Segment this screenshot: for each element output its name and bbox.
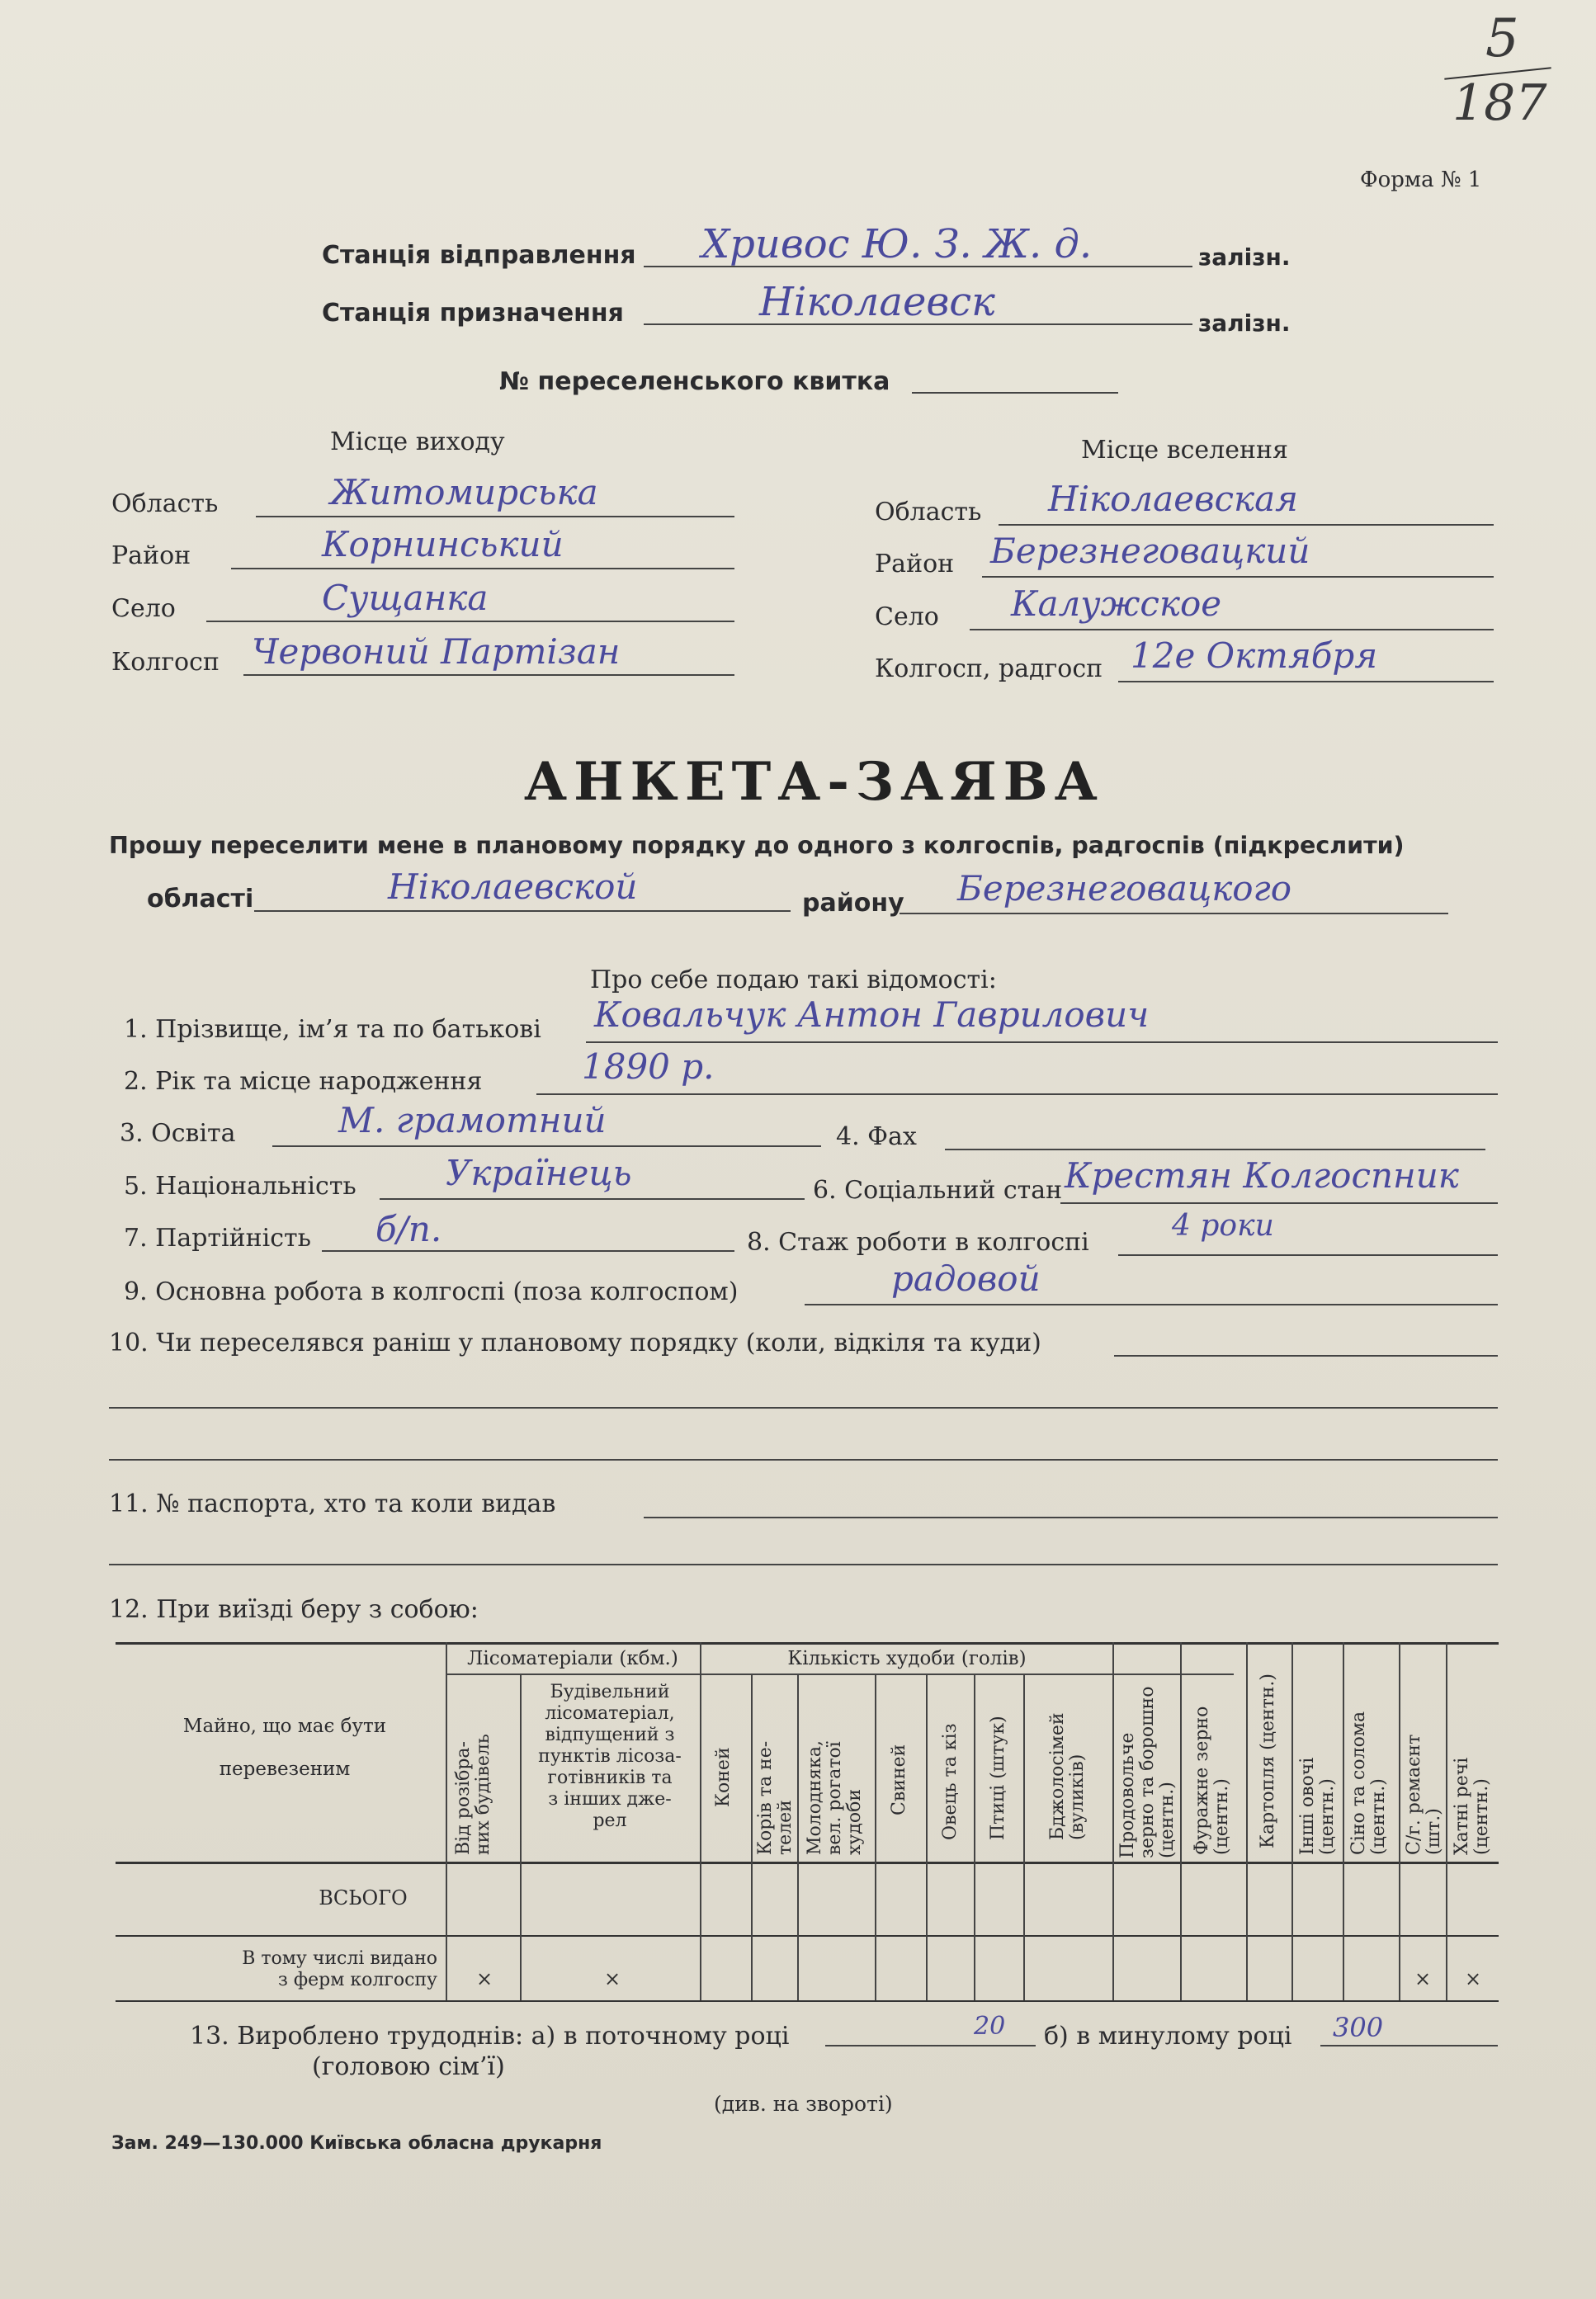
field-3-label: 3. Освіта: [120, 1119, 236, 1148]
lumber-group-underline: [446, 1674, 700, 1675]
request-raion-value: Березнеговацкого: [957, 868, 1292, 909]
property-table: [116, 1642, 1499, 2000]
col-sheep: Овець та кіз: [940, 1723, 961, 1840]
printer-imprint: Зам. 249—130.000 Київська обласна друкарня: [111, 2133, 602, 2154]
table-bottom-border: [116, 2000, 1499, 2002]
origin-oblast-line: [256, 516, 734, 517]
field-5-line: [380, 1198, 805, 1200]
table-col-line: [875, 1675, 876, 2000]
col-farm-tools: С/г. ремаєнт (шт.): [1404, 1734, 1444, 1855]
table-col-line: [1023, 1675, 1025, 2000]
field-7-label: 7. Партійність: [124, 1224, 311, 1253]
col-young-cattle: Молодняка, вел. рогатої худоби: [805, 1740, 865, 1855]
col-hay: Сіно та солома (центн.): [1348, 1711, 1389, 1855]
origin-selo-label: Село: [111, 594, 176, 623]
destination-selo-label: Село: [875, 602, 939, 631]
ticket-number-line: [912, 392, 1118, 394]
field-6-value: Крестян Колгоспник: [1065, 1155, 1459, 1196]
ticket-number-label: № переселенського квитка: [499, 367, 890, 396]
lumber-group-header: Лісоматеріали (кбм.): [467, 1648, 678, 1669]
form-number: Форма № 1: [1360, 168, 1482, 192]
table-col-line: [751, 1675, 753, 2000]
destination-kolhosp-label: Колгосп, радгосп: [875, 654, 1103, 683]
departure-station-suffix: залізн.: [1198, 243, 1291, 271]
table-col-line: [1446, 1642, 1447, 2000]
request-oblast-label: області: [147, 885, 254, 913]
destination-station-value: Ніколаевск: [759, 279, 995, 325]
field-1-label: 1. Прізвище, ім’я та по батькові: [124, 1015, 541, 1044]
col-horses: Коней: [713, 1747, 734, 1807]
field-8-line: [1118, 1254, 1498, 1256]
field-10-label: 10. Чи переселявся раніш у плановому порядку (коли, відкіля та куди): [109, 1329, 1041, 1357]
destination-selo-line: [970, 629, 1494, 630]
destination-oblast-value: Ніколаевская: [1048, 479, 1298, 519]
field-4-line: [945, 1149, 1485, 1150]
field-11-line-1: [644, 1517, 1498, 1518]
departure-station-label: Станція відправлення: [322, 241, 636, 270]
origin-oblast-label: Область: [111, 489, 219, 518]
table-col-line: [1399, 1642, 1400, 2000]
departure-station-value: Хривос Ю. З. Ж. д.: [701, 221, 1093, 267]
destination-kolhosp-value: 12е Октября: [1131, 635, 1378, 676]
field-5-value: Українець: [446, 1153, 632, 1193]
archive-number-top: 5: [1485, 8, 1519, 69]
workdays-prev-line: [1320, 2045, 1498, 2046]
col-food-grain: Продовольче зерно та борошно (центн.): [1117, 1686, 1178, 1858]
request-oblast-value: Ніколаевской: [388, 866, 638, 907]
request-raion-line: [900, 913, 1448, 914]
origin-kolhosp-label: Колгосп: [111, 648, 220, 677]
origin-kolhosp-value: Червоний Партізан: [252, 631, 621, 672]
row-farm-mark-demolished: ×: [476, 1967, 493, 1990]
workdays-prev-label: б) в минулому році: [1044, 2022, 1292, 2051]
table-col-line: [700, 1642, 701, 2000]
destination-oblast-line: [999, 524, 1494, 526]
field-7-line: [322, 1250, 734, 1252]
col-building-lumber: Будівельний лісоматеріал, відпущений з пунктів лісоза- готівників та з інших дже- рел: [538, 1682, 682, 1831]
col-cows: Корів та не- телей: [755, 1740, 796, 1855]
workdays-sub-label: (головою сім’ї): [312, 2052, 505, 2081]
request-raion-label: району: [802, 889, 904, 918]
field-10-line-3: [109, 1459, 1498, 1461]
table-col-line: [926, 1675, 928, 2000]
col-household: Хатні речі (центн.): [1452, 1757, 1492, 1855]
origin-raion-value: Корнинський: [322, 524, 564, 564]
request-text: Прошу переселити мене в плановому порядку до одного з колгоспів, радгоспів (підкреслити): [109, 832, 1405, 859]
row-farm-label-1: В тому числі видано: [242, 1948, 437, 1969]
field-11-line-2: [109, 1564, 1498, 1565]
info-heading: Про себе подаю такі відомості:: [590, 965, 997, 994]
col-vegetables: Інші овочі (центн.): [1297, 1757, 1338, 1855]
field-2-value: 1890 р.: [582, 1046, 715, 1087]
col-bees: Бджолосімей (вуликів): [1047, 1712, 1088, 1840]
destination-raion-line: [982, 576, 1494, 578]
property-header-line-2: перевезеним: [219, 1758, 351, 1780]
field-10-line-2: [109, 1407, 1498, 1409]
table-col-line: [1180, 1642, 1182, 2000]
livestock-group-header: Кількість худоби (голів): [787, 1648, 1027, 1669]
field-3-line: [272, 1145, 821, 1147]
row-farm-mark-farm-tools: ×: [1414, 1967, 1432, 1990]
field-6-label: 6. Соціальний стан: [813, 1176, 1063, 1205]
workdays-current-value: 20: [974, 2012, 1006, 2041]
field-8-label: 8. Стаж роботи в колгоспі: [747, 1228, 1089, 1257]
destination-oblast-label: Область: [875, 498, 982, 526]
table-col-line: [1343, 1642, 1344, 2000]
destination-station-suffix: залізн.: [1198, 309, 1291, 337]
field-4-label: 4. Фах: [836, 1122, 917, 1151]
col-poultry: Птиці (штук): [988, 1716, 1008, 1840]
origin-raion-line: [231, 568, 734, 569]
field-9-label: 9. Основна робота в колгоспі (поза колгоспом): [124, 1277, 739, 1306]
field-6-line: [1060, 1202, 1498, 1204]
form-title: АНКЕТА-ЗАЯВА: [524, 751, 1104, 813]
field-9-value: радовой: [891, 1258, 1041, 1299]
row-farm-label-2: з ферм колгоспу: [277, 1970, 437, 1990]
livestock-group-underline: [701, 1674, 1234, 1675]
table-col-line: [1246, 1642, 1248, 2000]
row-total-label: ВСЬОГО: [319, 1886, 408, 1910]
table-col-line: [446, 1642, 447, 2000]
field-12-label: 12. При виїзді беру з собою:: [109, 1595, 479, 1624]
table-col-line: [1112, 1642, 1114, 2000]
workdays-current-line: [825, 2045, 1036, 2046]
destination-kolhosp-line: [1118, 681, 1494, 682]
workdays-prev-value: 300: [1333, 2012, 1384, 2043]
workdays-label: 13. Вироблено трудоднів: а) в поточному році: [190, 2022, 790, 2051]
table-col-line: [974, 1675, 975, 2000]
field-3-value: М. грамотний: [338, 1100, 607, 1140]
destination-selo-value: Калужское: [1011, 583, 1222, 624]
field-7-value: б/п.: [375, 1209, 442, 1249]
origin-selo-value: Сущанка: [322, 578, 489, 618]
destination-raion-label: Район: [875, 550, 955, 578]
origin-kolhosp-line: [243, 674, 734, 676]
table-col-line: [797, 1675, 799, 2000]
field-1-line: [586, 1041, 1498, 1043]
reverse-note: (див. на звороті): [714, 2092, 893, 2116]
field-10-line-1: [1114, 1355, 1498, 1357]
field-9-line: [805, 1304, 1498, 1305]
archive-number-bottom: 187: [1452, 74, 1547, 132]
col-fodder-grain: Фуражне зерно (центн.): [1192, 1706, 1232, 1855]
origin-oblast-value: Житомирська: [330, 472, 598, 512]
row-farm-mark-household: ×: [1465, 1967, 1482, 1990]
col-pigs: Свиней: [889, 1744, 909, 1815]
field-8-value: 4 роки: [1172, 1209, 1274, 1243]
property-header-line-1: Майно, що має бути: [182, 1716, 387, 1737]
request-oblast-line: [254, 910, 791, 912]
field-5-label: 5. Національність: [124, 1172, 357, 1201]
field-2-line: [536, 1093, 1498, 1095]
field-2-label: 2. Рік та місце народження: [124, 1067, 483, 1096]
origin-selo-line: [206, 621, 734, 622]
col-potatoes: Картопля (центн.): [1258, 1674, 1278, 1848]
table-col-line: [1291, 1642, 1293, 2000]
origin-heading: Місце виходу: [330, 427, 505, 456]
col-demolished: Від розібра- них будівель: [453, 1734, 493, 1855]
field-1-value: Ковальчук Антон Гаврилович: [594, 994, 1150, 1035]
destination-raion-value: Березнеговацкий: [990, 531, 1310, 571]
origin-raion-label: Район: [111, 541, 191, 570]
row-farm-mark-building-lumber: ×: [604, 1967, 621, 1990]
destination-station-label: Станція призначення: [322, 299, 624, 328]
destination-heading: Місце вселення: [1081, 436, 1288, 465]
table-col-line: [520, 1675, 522, 2000]
field-11-label: 11. № паспорта, хто та коли видав: [109, 1489, 556, 1518]
